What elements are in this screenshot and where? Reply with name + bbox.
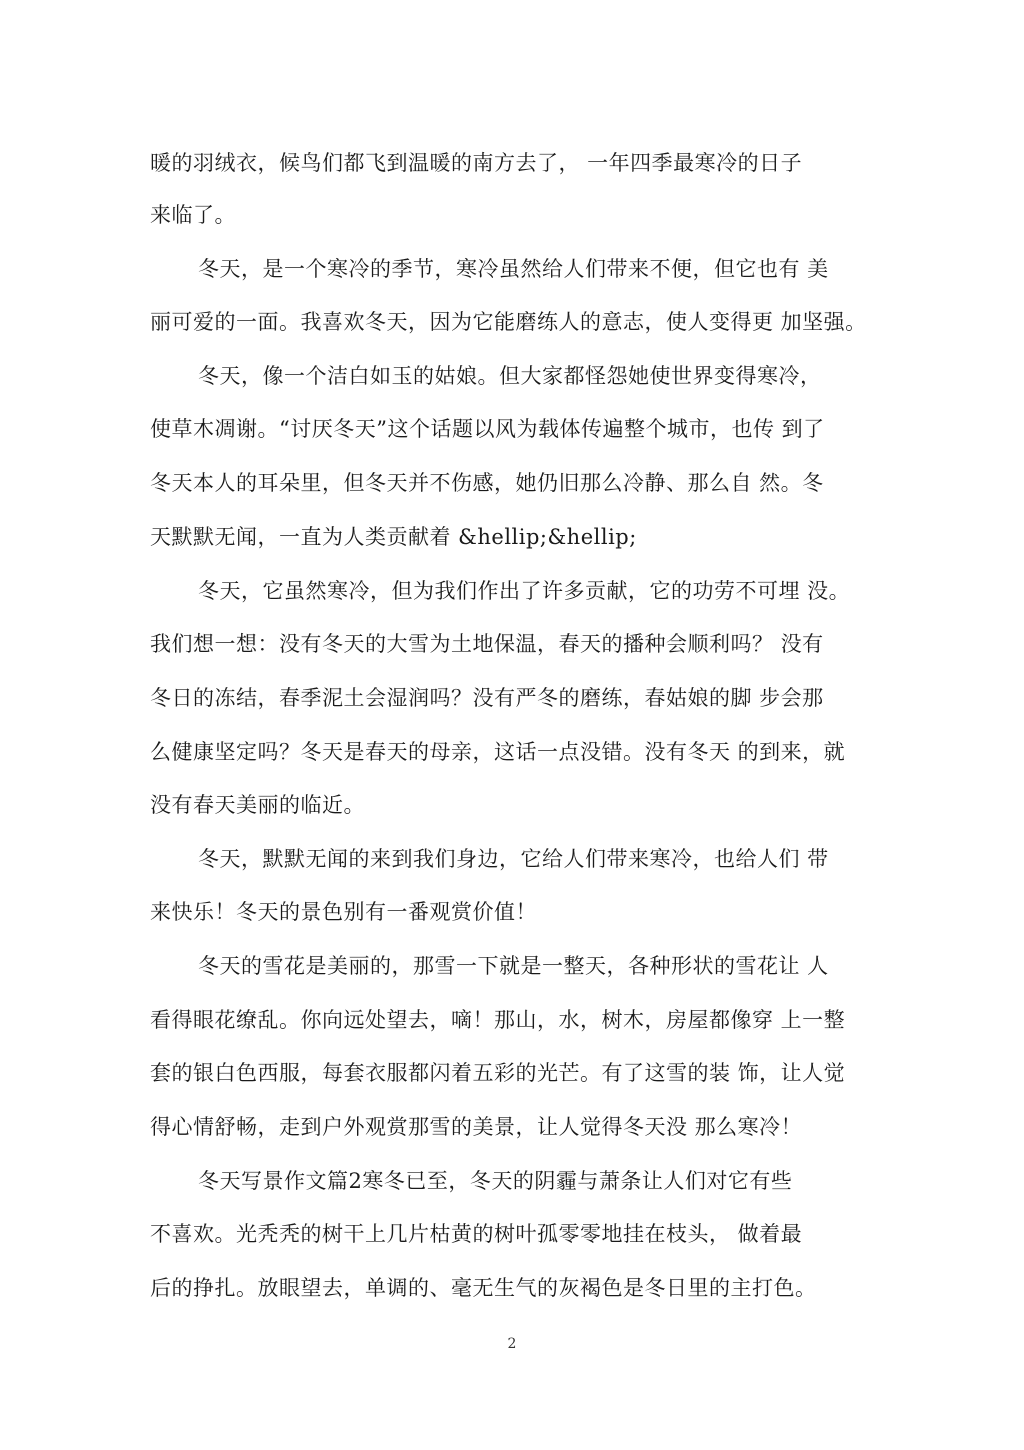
text-line: 套的银白色西服，每套衣服都闪着五彩的光芒。有了这雪的装 饰，让人觉: [150, 1061, 846, 1085]
text-line: 暖的羽绒衣，候鸟们都飞到温暖的南方去了， 一年四季最寒冷的日子: [150, 151, 803, 175]
text-line: 来快乐！冬天的景色别有一番观赏价值！: [150, 900, 537, 924]
text-line: 天默默无闻，一直为人类贡献着 &hellip;&hellip;: [150, 525, 637, 549]
paragraph-start-line: 冬天，像一个洁白如玉的姑娘。但大家都怪怨她使世界变得寒冷，: [198, 364, 822, 388]
text-line: 不喜欢。光秃秃的树干上几片枯黄的树叶孤零零地挂在枝头， 做着最: [150, 1222, 803, 1246]
text-line: 没有春天美丽的临近。: [150, 793, 365, 817]
paragraph-start-line: 冬天，它虽然寒冷，但为我们作出了许多贡献，它的功劳不可埋 没。: [198, 579, 851, 603]
paragraph-start-line: 冬天写景作文篇2寒冬已至，冬天的阴霾与萧条让人们对它有些: [198, 1169, 793, 1193]
text-line: 看得眼花缭乱。你向远处望去，嘀！那山，水，树木，房屋都像穿 上一整: [150, 1008, 846, 1032]
page-number: 2: [507, 1336, 517, 1352]
text-line: 冬日的冻结，春季泥土会湿润吗？没有严冬的磨练，春姑娘的脚 步会那: [150, 686, 824, 710]
paragraph-start-line: 冬天，默默无闻的来到我们身边，它给人们带来寒冷，也给人们 带: [198, 847, 829, 871]
text-line: 得心情舒畅，走到户外观赏那雪的美景，让人觉得冬天没 那么寒冷！: [150, 1115, 803, 1139]
text-line: 丽可爱的一面。我喜欢冬天，因为它能磨练人的意志，使人变得更 加坚强。: [150, 310, 867, 334]
text-line: 来临了。: [150, 203, 236, 227]
text-line: 使草木凋谢。“讨厌冬天”这个话题以风为载体传遍整个城市，也传 到了: [150, 417, 825, 441]
text-line: 么健康坚定吗？冬天是春天的母亲，这话一点没错。没有冬天 的到来，就: [150, 740, 846, 764]
paragraph-start-line: 冬天，是一个寒冷的季节，寒冷虽然给人们带来不便，但它也有 美: [198, 257, 829, 281]
text-line: 冬天本人的耳朵里，但冬天并不伤感，她仍旧那么冷静、那么自 然。冬: [150, 471, 824, 495]
paragraph-start-line: 冬天的雪花是美丽的，那雪一下就是一整天，各种形状的雪花让 人: [198, 954, 829, 978]
text-line: 我们想一想：没有冬天的大雪为土地保温，春天的播种会顺利吗？ 没有: [150, 632, 824, 656]
text-line: 后的挣扎。放眼望去，单调的、毫无生气的灰褐色是冬日里的主打色。: [150, 1276, 817, 1300]
